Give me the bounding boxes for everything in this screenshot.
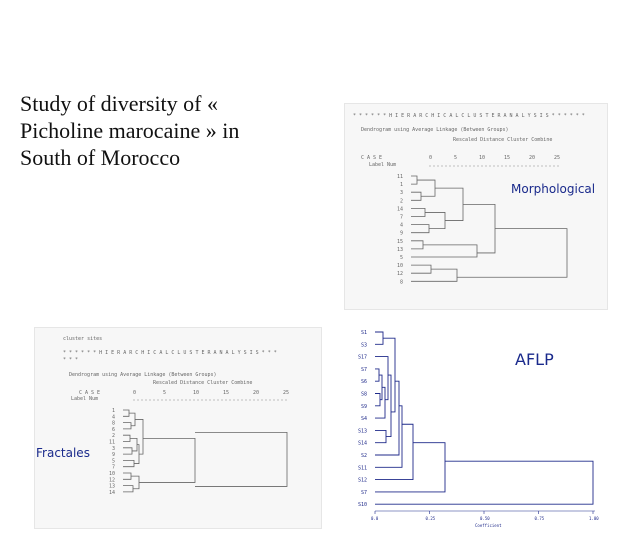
frac-case-label: C A S E bbox=[79, 390, 101, 396]
aflp-branch bbox=[386, 375, 391, 437]
morph-branch bbox=[411, 192, 421, 200]
frac-case-label-item: 5 bbox=[111, 458, 115, 465]
morph-case-label-item: 3 bbox=[399, 190, 403, 197]
aflp-branch bbox=[375, 394, 380, 406]
frac-header: * * * * * * H I E R A R C H I C A L C L U S T E R A N A L Y S I S * * * bbox=[63, 350, 277, 356]
frac-branch bbox=[134, 445, 139, 464]
frac-tick-label: 25 bbox=[283, 390, 290, 396]
frac-case-label-item: 13 bbox=[108, 483, 115, 490]
morph-label-num: Label Num bbox=[369, 162, 397, 168]
frac-branch bbox=[123, 486, 133, 492]
aflp-tick-label: 0.25 bbox=[425, 516, 436, 521]
aflp-tick-label: 0.50 bbox=[480, 516, 490, 521]
morph-case-label-item: 1 bbox=[399, 182, 403, 189]
morph-branch bbox=[411, 269, 457, 281]
morph-case-label-item: 8 bbox=[399, 279, 403, 286]
morph-case-label-item: 15 bbox=[396, 238, 403, 245]
aflp-sample-label: S11 bbox=[357, 465, 367, 472]
morph-branch bbox=[463, 204, 495, 253]
slide-title: Study of diversity of « Picholine marocaine » in South of Morocco bbox=[20, 91, 240, 170]
frac-case-label-item: 3 bbox=[111, 445, 115, 452]
morph-tick-label: 15 bbox=[504, 155, 511, 161]
morph-case-label-item: 14 bbox=[396, 206, 403, 213]
morph-tick-label: 0 bbox=[429, 155, 433, 161]
aflp-branch bbox=[375, 424, 413, 479]
aflp-dendrogram-panel bbox=[355, 320, 605, 530]
aflp-sample-label: S2 bbox=[360, 453, 367, 459]
morphological-dendrogram bbox=[345, 104, 607, 309]
morph-scale-caption: Rescaled Distance Cluster Combine bbox=[453, 137, 553, 143]
frac-case-label-item: 7 bbox=[111, 464, 115, 471]
aflp-label: AFLP bbox=[515, 350, 554, 369]
aflp-branch bbox=[375, 461, 593, 504]
morph-subheader: Dendrogram using Average Linkage (Between Groups) bbox=[361, 127, 509, 133]
frac-branch bbox=[131, 476, 139, 489]
aflp-sample-label: S8 bbox=[360, 391, 367, 398]
aflp-sample-label: S13 bbox=[357, 428, 367, 435]
aflp-branch bbox=[375, 369, 379, 381]
aflp-sample-label: S17 bbox=[357, 354, 367, 361]
morph-branch bbox=[411, 176, 417, 184]
frac-case-label-item: 10 bbox=[108, 471, 115, 477]
morph-branch bbox=[435, 188, 463, 220]
aflp-branch bbox=[379, 375, 382, 400]
morph-case-label-item: 10 bbox=[396, 263, 403, 270]
morph-branch bbox=[411, 245, 477, 257]
frac-case-label-item: 11 bbox=[108, 439, 115, 446]
frac-case-label-item: 9 bbox=[111, 452, 115, 459]
morphological-label: Morphological bbox=[511, 182, 596, 196]
frac-branch bbox=[130, 438, 137, 451]
aflp-tick-label: 0.75 bbox=[534, 516, 545, 521]
frac-branch bbox=[123, 410, 129, 416]
morph-case-label-item: 5 bbox=[399, 255, 403, 261]
frac-branch bbox=[129, 413, 135, 426]
morph-branch bbox=[417, 180, 435, 196]
fractales-label: Fractales bbox=[36, 446, 90, 460]
morph-tick-label: 5 bbox=[454, 155, 458, 161]
aflp-sample-label: S4 bbox=[360, 416, 367, 423]
aflp-sample-label: S1 bbox=[360, 330, 367, 336]
frac-note: cluster sites bbox=[63, 336, 103, 342]
aflp-branch bbox=[375, 332, 383, 344]
frac-tick-label: 15 bbox=[223, 390, 230, 396]
morph-case-label-item: 9 bbox=[399, 230, 403, 237]
morph-tick-label: 20 bbox=[529, 155, 536, 161]
aflp-sample-label: S6 bbox=[360, 379, 367, 386]
morph-case-label-item: 11 bbox=[396, 174, 403, 180]
frac-tick-label: 10 bbox=[193, 390, 200, 396]
morph-branch bbox=[411, 208, 425, 216]
frac-scale-caption: Rescaled Distance Cluster Combine bbox=[153, 380, 253, 386]
morph-branch bbox=[457, 229, 567, 278]
frac-header2: * * * bbox=[63, 357, 79, 363]
frac-case-label-item: 8 bbox=[111, 420, 115, 427]
morph-tick-label: 10 bbox=[479, 155, 486, 161]
aflp-sample-label: S10 bbox=[357, 502, 367, 509]
frac-case-label-item: 1 bbox=[111, 408, 115, 414]
morph-case-label-item: 2 bbox=[399, 198, 403, 205]
frac-branch bbox=[123, 448, 132, 454]
frac-label-num: Label Num bbox=[71, 396, 99, 402]
frac-branch bbox=[123, 435, 130, 441]
frac-branch bbox=[123, 423, 131, 429]
morph-case-label: C A S E bbox=[361, 155, 383, 161]
frac-case-label-item: 14 bbox=[108, 489, 115, 496]
frac-branch bbox=[139, 438, 195, 482]
frac-case-label-item: 4 bbox=[111, 414, 115, 421]
frac-branch bbox=[123, 460, 134, 466]
aflp-sample-label: S7 bbox=[360, 366, 367, 373]
frac-case-label-item: 6 bbox=[111, 426, 115, 433]
aflp-branch bbox=[375, 430, 386, 442]
morphological-dendrogram-panel bbox=[344, 103, 608, 310]
aflp-tick-label: 1.00 bbox=[589, 516, 599, 521]
frac-tick-label: 0 bbox=[133, 390, 137, 396]
morph-case-label-item: 12 bbox=[396, 271, 403, 278]
frac-case-label-item: 2 bbox=[111, 433, 115, 440]
aflp-sample-label: S12 bbox=[357, 477, 367, 484]
fractales-dendrogram-panel bbox=[34, 327, 322, 529]
morph-case-label-item: 7 bbox=[399, 214, 403, 221]
aflp-dendrogram bbox=[355, 320, 605, 530]
aflp-sample-label: S7 bbox=[360, 489, 367, 496]
frac-tick-label: 5 bbox=[163, 390, 167, 396]
aflp-sample-label: S3 bbox=[360, 342, 367, 349]
morph-case-label-item: 4 bbox=[399, 222, 403, 229]
morph-header: * * * * * * H I E R A R C H I C A L C L U S T E R A N A L Y S I S * * * * * * bbox=[353, 113, 585, 119]
frac-case-label-item: 12 bbox=[108, 477, 115, 484]
aflp-sample-label: S14 bbox=[357, 440, 367, 447]
aflp-sample-label: S9 bbox=[360, 403, 367, 410]
frac-subheader: Dendrogram using Average Linkage (Between Groups) bbox=[69, 372, 217, 378]
aflp-xlabel: Coefficient bbox=[475, 523, 502, 528]
frac-branch bbox=[123, 473, 131, 479]
aflp-tick-label: 0.0 bbox=[371, 516, 379, 521]
morph-branch bbox=[411, 265, 431, 273]
morph-branch bbox=[411, 225, 429, 233]
fractales-dendrogram bbox=[35, 328, 321, 528]
morph-branch bbox=[411, 241, 423, 249]
frac-branch bbox=[195, 432, 287, 486]
morph-branch bbox=[425, 212, 445, 228]
morph-tick-label: 25 bbox=[554, 155, 561, 161]
frac-tick-label: 20 bbox=[253, 390, 260, 396]
morph-case-label-item: 13 bbox=[396, 246, 403, 253]
